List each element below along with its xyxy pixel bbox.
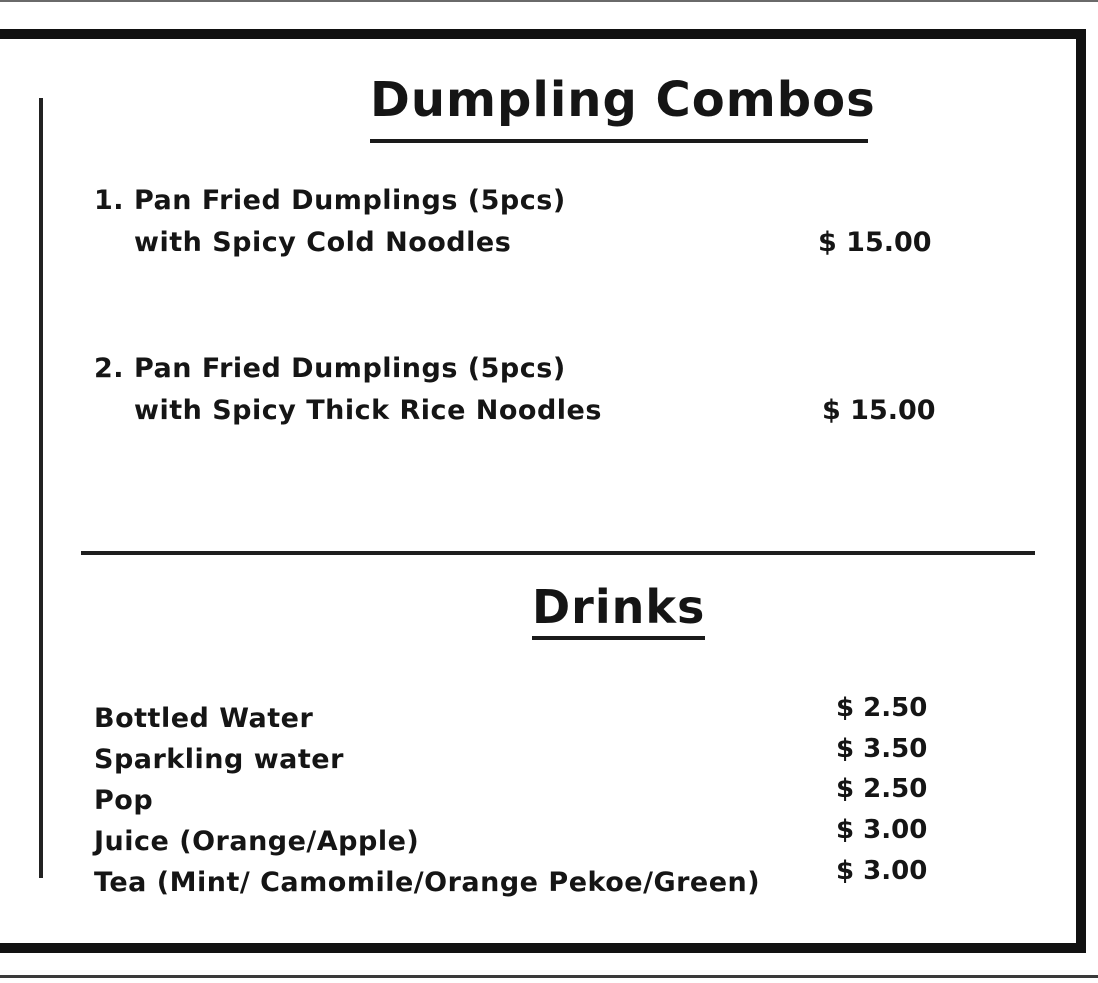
drink-item-price: $ 2.50 xyxy=(836,693,928,723)
combo-item-1-line2: with Spicy Cold Noodles xyxy=(134,227,512,258)
combo-item-2-price: $ 15.00 xyxy=(822,395,936,426)
drink-item-price: $ 3.50 xyxy=(836,734,928,764)
left-margin-bar xyxy=(39,98,43,878)
drink-item-name: Juice (Orange/Apple) xyxy=(94,826,420,857)
drink-item-name: Sparkling water xyxy=(94,744,344,775)
drink-item-price: $ 3.00 xyxy=(836,815,928,845)
drinks-title: Drinks xyxy=(532,580,706,634)
bottom-page-rule xyxy=(0,975,1098,978)
top-page-rule xyxy=(0,0,1098,2)
drink-item-name: Pop xyxy=(94,785,154,816)
combos-title: Dumpling Combos xyxy=(370,72,876,128)
combo-item-2-line2: with Spicy Thick Rice Noodles xyxy=(134,395,602,426)
section-divider xyxy=(81,551,1035,555)
combo-item-2-line1: 2. Pan Fried Dumplings (5pcs) xyxy=(94,353,566,384)
combos-title-underline xyxy=(370,139,868,143)
drink-item-name: Tea (Mint/ Camomile/Orange Pekoe/Green) xyxy=(94,867,761,898)
drinks-title-underline xyxy=(532,636,705,640)
drink-item-price: $ 2.50 xyxy=(836,774,928,804)
combo-item-1-price: $ 15.00 xyxy=(818,227,932,258)
drink-item-price: $ 3.00 xyxy=(836,856,928,886)
combo-item-1-line1: 1. Pan Fried Dumplings (5pcs) xyxy=(94,185,566,216)
drink-item-name: Bottled Water xyxy=(94,703,314,734)
